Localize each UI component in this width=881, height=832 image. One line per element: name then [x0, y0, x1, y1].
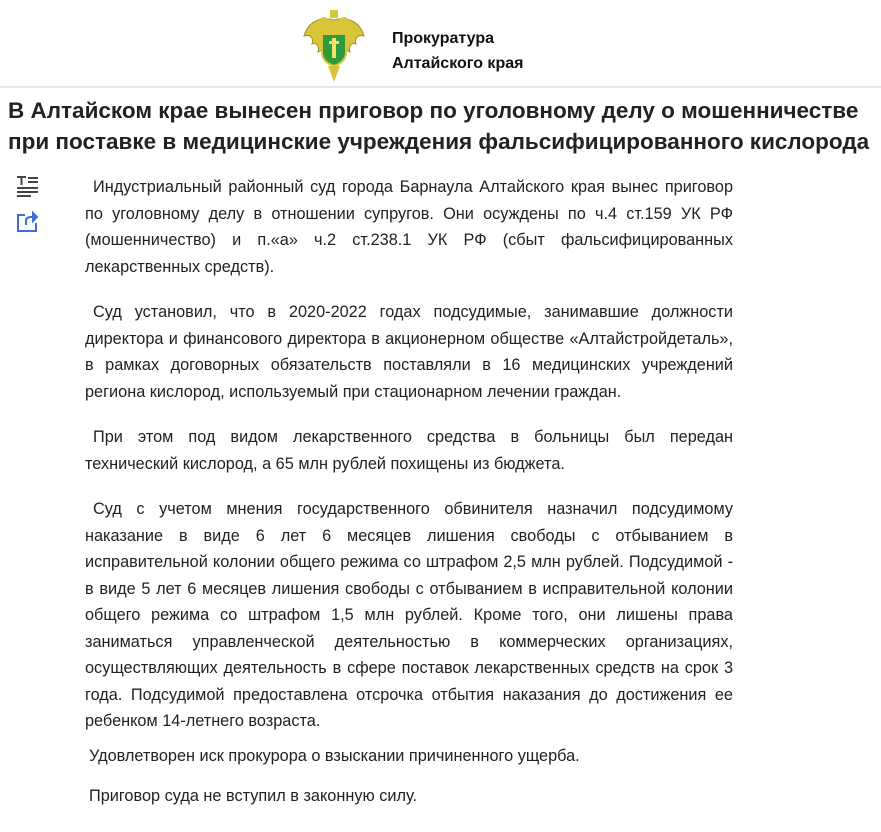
- article-paragraph: Удовлетворен иск прокурора о взыскании причиненного ущерба.: [89, 746, 580, 765]
- org-name-line-2: Алтайского края: [392, 55, 524, 72]
- article-title: В Алтайском крае вынесен приговор по уголовному делу о мошенничестве при поставке в медицинские учреждения фальсифицированного кислорода: [8, 98, 870, 154]
- article-paragraph: Приговор суда не вступил в законную силу.: [89, 787, 417, 805]
- organization-name: [392, 26, 523, 76]
- text-size-icon[interactable]: [16, 175, 40, 199]
- article-paragraph: Индустриальный районный суд города Барнаула Алтайского края вынес приговор по уголовному делу в отношении супругов. Они осуждены по ч.4 ст.159 УК РФ (мошенничество) и п.«а» ч.2 ст.238.1 УК РФ (сбыт фальсифицированных лекарственных средств).: [85, 178, 733, 276]
- article-paragraph: Суд установил, что в 2020-2022 годах подсудимые, занимавшие должности директора и финансового директора в акционерном обществе «Алтайстройдеталь», в рамках договорных обязательств поставляли в 16 медицинских учреждений региона кислород, используемый при стационарном лечении граждан.: [85, 303, 733, 401]
- prosecutor-emblem-logo[interactable]: [302, 8, 366, 84]
- article-paragraph: Суд с учетом мнения государственного обвинителя назначил подсудимому наказание в виде 6 лет 6 месяцев лишения свободы с отбыванием в исправительной колонии общего режима со штрафом 2,5 млн рублей. Подсудимой - в виде 5 лет 6 месяцев лишения свободы с отбыванием в исправительной колонии общего режима со штрафом 1,5 млн рублей. Кроме того, они лишены права заниматься управленческой деятельностью в коммерческих организациях, осуществляющих деятельность в сфере поставок лекарственных средств на срок 3 года. Подсудимой предоставлена отсрочка отбытия наказания до достижения ее ребенком 14-летнего возраста.: [85, 500, 733, 730]
- article-body: [85, 174, 733, 824]
- site-header: [0, 0, 881, 88]
- article-tools: [16, 175, 40, 243]
- share-icon[interactable]: [16, 209, 40, 233]
- org-name-line-1: Прокуратура: [392, 30, 495, 47]
- article-paragraph: При этом под видом лекарственного средства в больницы был передан технический кислород, а 65 млн рублей похищены из бюджета.: [85, 428, 733, 473]
